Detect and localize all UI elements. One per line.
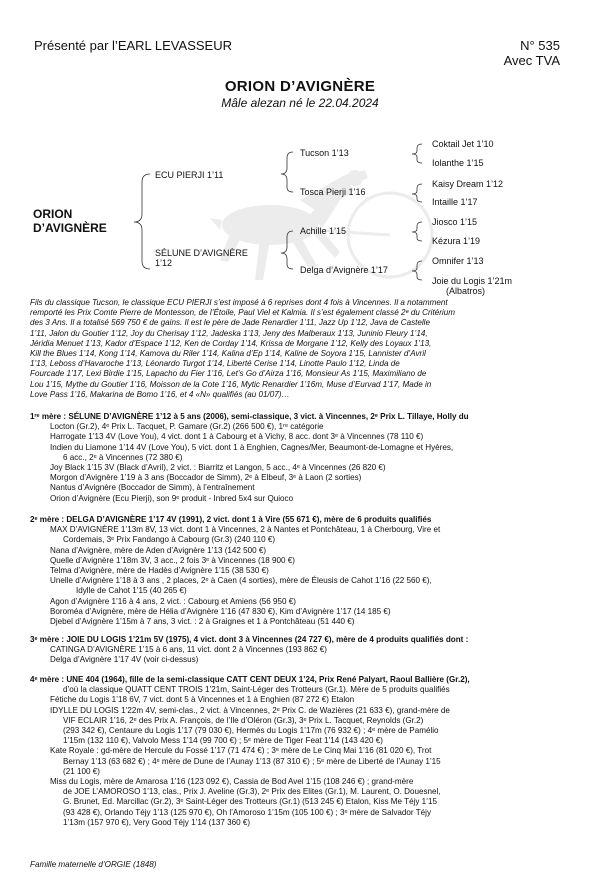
sire-paragraph-line: Fourcade 1’17, Lexi Birdie 1’15, Lapacho du Fier 1’16, Let’s Go d’Airza 1’16, Monsieur As 1’15, Maximiliano de: [30, 369, 427, 379]
second-dam-section: [30, 515, 575, 627]
first-dam-line: Harrogate 1’13 4V (Love You), 4 vict. dont 1 à Cabourg et à Vichy, 8 acc. dont 3ᵉ à Vincennes (78 110 €): [50, 432, 424, 442]
pedigree-dam-sire: Achille 1’15: [300, 226, 347, 236]
pedigree-dds: Omnifer 1’13: [432, 256, 484, 266]
second-dam-line: Djebel d’Avignère 1’15m à 7 ans, 3 vict. : 2 à Graignes et 1 à Pontchâteau (51 440 €): [50, 617, 355, 627]
pedigree-ddd-line1: Joie du Logis 1’21m: [432, 276, 513, 286]
fourth-dam-line: Miss du Logis, mère de Amarosa 1’16 (123 092 €), Cassia de Bod Avel 1’15 (108 246 €) ; grand-mère: [50, 777, 414, 787]
pedigree-root-line2: D’AVIGNÈRE: [33, 221, 107, 235]
sire-paragraph-line: Lou 1’15, Mythe du Goutier 1’16, Moisson de la Cote 1’16, Mytic Renardier 1’16m, Muse d’Eurvad 1’17, Made in: [30, 379, 432, 389]
first-dam-line: 6 acc., 2ᵉ à Vincennes (72 380 €): [63, 452, 183, 462]
second-dam-line: Agon d’Avignère 1’16 à 4 ans, 2 vict. : Cabourg et Amiens (56 950 €): [50, 596, 296, 606]
fourth-dam-line: IDYLLE DU LOGIS 1’22m 4V, semi-clas., 2 vict. à Vincennes, 2ᵉ Prix C. de Wazières (21 633 €), grand-mère de: [50, 705, 450, 715]
sire-paragraph-line: Fils du classique Tucson, le classique ECU PIERJI s’est imposé à 6 reprises dont 4 fois à Vincennes. Il a notamment: [30, 298, 448, 307]
horse-description: Mâle alezan né le 22.04.2024: [221, 96, 379, 110]
sire-paragraph-line: remporté les Prix Comte Pierre de Montesson, de l’Étoile, Paul Viel et Kalmia. Il s’est également classé 2ᵉ du Critérium: [30, 308, 455, 318]
first-dam-line: Orion d’Avignère (Ecu Pierji), son 9ᵉ produit - Inbred 5x4 sur Quioco: [50, 493, 294, 503]
sire-paragraph: [30, 298, 575, 400]
pedigree-sss: Coktail Jet 1’10: [432, 139, 494, 149]
sire-paragraph-line: Kill the Blues 1’14, Kong 1’14, Kamova du Riler 1’14, Kalina d’Ep 1’14, Kaline de Soyora 1’15, Lannister d’Avril: [30, 349, 426, 359]
fourth-dam-line: (21 100 €): [63, 766, 100, 776]
fourth-dam-line: 4ᵉ mère : UNE 404 (1964), fille de la semi-classique CATT CENT DEUX 1’24, Prix René Palyart, Raoul Ballière (Gr.2),: [30, 675, 470, 684]
fourth-dam-line: (93 428 €), Orlando Téjy 1’13 (125 970 €), Oh l’Amoroso 1’15m (105 100 €) ; 3ᵉ mère de Salvador Téjy: [63, 807, 432, 817]
second-dam-line: MAX D’AVIGNÈRE 1’13m 8V, 13 vict. dont 1 à Vincennes, 2 à Nantes et Pontchâteau, 1 à Cherbourg, Vire et: [50, 525, 441, 535]
pedigree-dam-line1: SÉLUNE D’AVIGNÈRE: [155, 248, 248, 258]
second-dam-line: 2ᵉ mère : DELGA D’AVIGNÈRE 1’17 4V (1991), 2 vict. dont 1 à Vire (55 671 €), mère de 6 produits qualifiés: [30, 515, 432, 524]
second-dam-line: Telma d’Avignère, mère de Hadès d’Avignère 1’15 (38 530 €): [50, 566, 269, 576]
first-dam-line: 1ʳᵉ mère : SÉLUNE D’AVIGNÈRE 1’12 à 5 ans (2006), semi-classique, 3 vict. à Vincennes, 2ᵉ Prix L. Tillaye, Holly du: [30, 412, 469, 421]
first-dam-line: Morgon d’Avignère 1’19 à 3 ans (Boccador de Simm), 2ᵉ à Elbeuf, 3ᵉ à Laon (2 sorties): [50, 473, 362, 483]
first-dam-line: Joy Black 1’15 3V (Black d’Avril), 2 vict. : Biarritz et Langon, 5 acc., 4ᵉ à Vincennes (26 820 €): [50, 463, 386, 473]
vat-note: Avec TVA: [503, 53, 560, 68]
second-dam-line: Boroméa d’Avignère, mère de Hélia d’Avignère 1’16 (47 830 €), Kim d’Avignère 1’17 (14 185 €): [50, 606, 391, 616]
pedigree-sds: Kaisy Dream 1’12: [432, 179, 504, 189]
pedigree-ddd: [432, 276, 512, 296]
fourth-dam-line: G. Brunet, Ed. Marcillac (Gr.2), 3ᵉ Saint-Léger des Trotteurs (Gr.1) (513 245 €) Etalon, Kiss Me Téjy 1’15: [63, 797, 437, 807]
third-dam-line: 3ᵉ mère : JOIE DU LOGIS 1’21m 5V (1975), 4 vict. dont 3 à Vincennes (24 727 €), mère de 4 produits qualifiés dont :: [30, 635, 469, 644]
pedigree-root: [33, 207, 107, 235]
third-dam-line: CATINGA D’AVIGNÈRE 1’15 à 6 ans, 11 vict. dont 2 à Vincennes (193 862 €): [50, 645, 327, 655]
pedigree-dam: [155, 248, 248, 268]
second-dam-line: Cordemais, 3ᵉ Prix Fandango à Cabourg (Gr.3) (240 110 €): [63, 535, 276, 545]
second-dam-line: Quelle d’Avignère 1’18m 3V, 3 acc., 2 fois 3ᵉ à Vincennes (18 900 €): [50, 555, 295, 565]
sire-paragraph-line: 1’11, Jalon du Goutier 1’12, Joy du Cherisay 1’12, Jadeska 1’13, Jeny des Malberaux 1’13, Juninio Fleury 1’14,: [30, 328, 428, 338]
fourth-dam-line: de JOE L’AMOROSO 1’13, clas., Prix J. Aveline (Gr.3), 2ᵉ Prix des Elites (Gr.1), M. Laurent, O. Douesnel,: [63, 787, 441, 797]
pedigree-dss: Jiosco 1’15: [432, 217, 478, 227]
pedigree-dam-dam: Delga d’Avignère 1’17: [300, 265, 388, 275]
pedigree-sire-sire: Tucson 1’13: [300, 148, 349, 158]
presenter-text: Présenté par l’EARL LEVASSEUR: [34, 38, 232, 53]
pedigree-dsd: Kézura 1’19: [432, 236, 481, 246]
maternal-family-footer: Famille maternelle d’ORGIE (1848): [30, 860, 157, 869]
third-dam-line: Delga d’Avignère 1’17 4V (voir ci-dessus): [50, 655, 199, 665]
sire-paragraph-line: Love Pass 1’16, Makarina de Bomo 1’16, et 4 «N» qualifiés (au 01/07)…: [30, 389, 290, 399]
pedigree-ddd-line2: (Albatros): [446, 286, 486, 296]
pedigree-sire-dam: Tosca Pierji 1’16: [300, 187, 366, 197]
fourth-dam-line: d’où la classique QUATT CENT TROIS 1’21m, Saint-Léger des Trotteurs (Gr.1). Mère de 5 produits qualifiés: [63, 685, 450, 695]
pedigree-ssd: Iolanthe 1’15: [432, 158, 484, 168]
first-dam-line: Locton (Gr.2), 4ᵉ Prix L. Tacquet, P. Gamare (Gr.2) (266 500 €), 1ʳᵉ catégorie: [50, 422, 324, 432]
pedigree-sdd: Intaille 1’17: [432, 197, 478, 207]
pedigree-sire: ECU PIERJI 1’11: [155, 170, 224, 180]
fourth-dam-line: 1’15m (132 110 €), Valvolo Mess 1’14 (99 700 €) ; 5ᵉ mère de Tiger Feat 1’14 (143 420 €): [63, 736, 383, 746]
second-dam-line: Nana d’Avignère, mère de Aden d’Avignère 1’13 (142 500 €): [50, 545, 267, 555]
sire-paragraph-line: 1’13, Leboss d’Havaroche 1’13, Léonardo Turgot 1’14, Liberté Cerise 1’14, Linotte Paulo 1’12, Linda de: [30, 359, 400, 369]
fourth-dam-line: 1’13m (157 970 €), Very Good Téjy 1’14 (137 360 €): [63, 817, 251, 827]
first-dam-section: [30, 412, 575, 504]
pedigree-root-line1: ORION: [33, 207, 73, 221]
sire-paragraph-line: Jéridia Menuet 1’13, Kador d’Espace 1’12, Ken de Corday 1’14, Krissa de Morgane 1’12, Kelly des Loyaux 1’13,: [30, 338, 432, 348]
first-dam-line: Nantus d’Avignère (Boccador de Simm), à l’entraînement: [50, 483, 255, 493]
fourth-dam-line: Fétiche du Logis 1’18 6V, 7 vict. dont 5 à Vincennes et 1 à Enghien (87 272 €) Etalon: [50, 695, 355, 705]
second-dam-line: Idylle de Cahot 1’15 (40 265 €): [76, 586, 187, 596]
fourth-dam-line: (293 342 €), Centaure du Logis 1’17 (79 030 €), Hermès du Logis 1’17m (76 932 €) ; 4ᵉ mère de Pamélio: [63, 726, 439, 736]
third-dam-section: [30, 635, 575, 666]
fourth-dam-line: VIF ECLAIR 1’16, 2ᵉ des Prix A. François, de l’Ile d’Oléron (Gr.3), 3ᵉ Prix L. Tacquet, Reynolds (Gr.2): [63, 715, 424, 725]
pedigree-dam-line2: 1’12: [155, 258, 173, 268]
fourth-dam-line: Bernay 1’13 (63 682 €) ; 4ᵉ mère de Dune de l’Aunay 1’13 (87 310 €) ; 5ᵉ mère de Liberté de l’Aunay 1’15: [63, 756, 441, 766]
fourth-dam-section: [30, 675, 575, 828]
second-dam-line: Unelle d’Avignère 1’18 à 3 ans , 2 places, 2ᵉ à Caen (4 sorties), mère de Éleusis de Cahot 1’16 (22 560 €),: [50, 576, 432, 586]
fourth-dam-line: Kate Royale : gd-mère de Hercule du Fossé 1’17 (71 474 €) ; 3ᵉ mère de Le Cinq Mai 1’16 (81 020 €), Trot: [50, 746, 432, 756]
sire-paragraph-line: des 3 Ans. Il a totalisé 569 750 € de gains. Il est le père de Jade Renardier 1’11, Jazz Up 1’12, Java de Castelle: [30, 318, 430, 328]
lot-number: N° 535: [520, 38, 560, 53]
horse-title: ORION D’AVIGNÈRE: [224, 78, 376, 95]
first-dam-line: Indien du Liamone 1’14 4V (Love You), 5 vict. dont 1 à Enghien, Cagnes/Mer, Beaumont-de-Lomagne et Hyères,: [50, 442, 454, 452]
